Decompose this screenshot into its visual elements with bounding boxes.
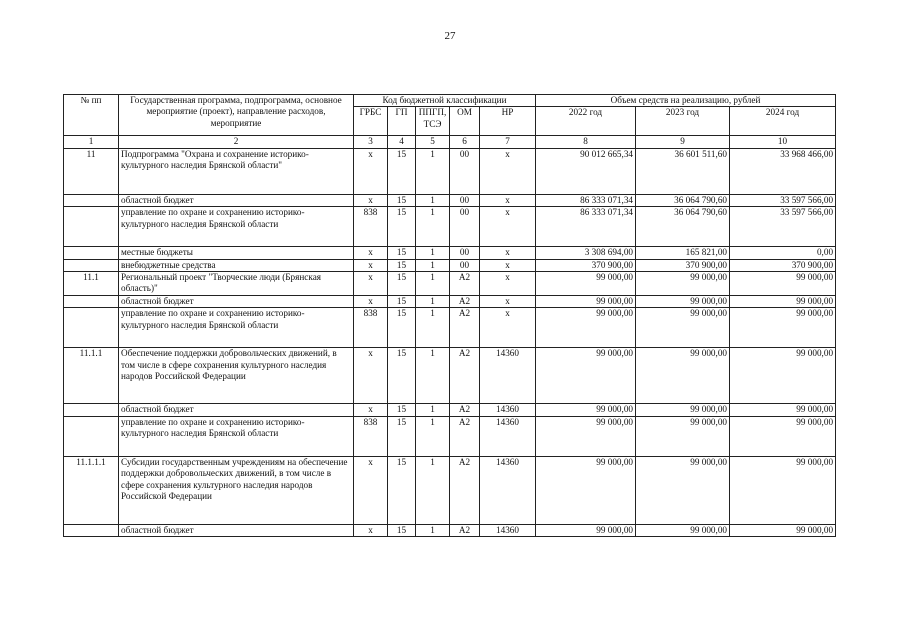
table-row bbox=[64, 348, 836, 404]
row-gp: 15 bbox=[388, 247, 416, 259]
row-amount-2024: 33 968 466,00 bbox=[730, 148, 836, 194]
row-ppgp: 1 bbox=[416, 148, 450, 194]
row-amount-2022: 99 000,00 bbox=[536, 272, 636, 296]
row-ppgp: 1 bbox=[416, 456, 450, 524]
table-row bbox=[64, 416, 836, 456]
row-amount-2022: 86 333 071,34 bbox=[536, 194, 636, 206]
row-amount-2022: 99 000,00 bbox=[536, 456, 636, 524]
row-nr: 14360 bbox=[480, 416, 536, 456]
row-om: А2 bbox=[450, 308, 480, 348]
row-number bbox=[64, 404, 119, 416]
row-gp: 15 bbox=[388, 456, 416, 524]
table-row bbox=[64, 404, 836, 416]
row-name: местные бюджеты bbox=[119, 247, 354, 259]
row-name: Региональный проект "Творческие люди (Брянская область)" bbox=[119, 272, 354, 296]
row-number: 11.1.1 bbox=[64, 348, 119, 404]
row-grbs: х bbox=[354, 194, 388, 206]
row-number bbox=[64, 416, 119, 456]
page-number: 27 bbox=[444, 30, 456, 42]
row-om: А2 bbox=[450, 456, 480, 524]
row-gp: 15 bbox=[388, 308, 416, 348]
row-gp: 15 bbox=[388, 404, 416, 416]
header-col-name: Государственная программа, подпрограмма, основное мероприятие (проект), направление расходов, мероприятие bbox=[119, 95, 354, 136]
row-om: А2 bbox=[450, 416, 480, 456]
column-number: 10 bbox=[730, 136, 836, 148]
header-col-2024: 2024 год bbox=[730, 107, 836, 136]
header-group-code: Код бюджетной классификации bbox=[354, 95, 536, 107]
header-col-ppgp: ППГП, ТСЭ bbox=[416, 107, 450, 136]
row-amount-2024: 99 000,00 bbox=[730, 308, 836, 348]
table-row bbox=[64, 524, 836, 536]
table-row bbox=[64, 194, 836, 206]
row-name: Обеспечение поддержки добровольческих движений, в том числе в сфере сохранения культурного наследия народов Российской Федерации bbox=[119, 348, 354, 404]
row-grbs: х bbox=[354, 148, 388, 194]
row-amount-2022: 370 900,00 bbox=[536, 259, 636, 271]
row-name: областной бюджет bbox=[119, 524, 354, 536]
row-number bbox=[64, 308, 119, 348]
row-amount-2024: 370 900,00 bbox=[730, 259, 836, 271]
row-gp: 15 bbox=[388, 416, 416, 456]
row-nr: х bbox=[480, 194, 536, 206]
row-amount-2024: 99 000,00 bbox=[730, 348, 836, 404]
row-grbs: х bbox=[354, 247, 388, 259]
row-amount-2022: 99 000,00 bbox=[536, 524, 636, 536]
row-amount-2023: 99 000,00 bbox=[636, 524, 730, 536]
row-name: управление по охране и сохранению историко-культурного наследия Брянской области bbox=[119, 308, 354, 348]
row-amount-2024: 0,00 bbox=[730, 247, 836, 259]
budget-table bbox=[63, 94, 836, 537]
row-amount-2023: 99 000,00 bbox=[636, 272, 730, 296]
row-name: управление по охране и сохранению историко-культурного наследия Брянской области bbox=[119, 416, 354, 456]
row-amount-2023: 99 000,00 bbox=[636, 456, 730, 524]
column-number-row bbox=[64, 136, 836, 148]
row-amount-2023: 99 000,00 bbox=[636, 296, 730, 308]
row-amount-2024: 33 597 566,00 bbox=[730, 194, 836, 206]
row-nr: 14360 bbox=[480, 456, 536, 524]
table-row bbox=[64, 272, 836, 296]
row-om: А2 bbox=[450, 296, 480, 308]
row-name: областной бюджет bbox=[119, 194, 354, 206]
table-row bbox=[64, 308, 836, 348]
row-number bbox=[64, 524, 119, 536]
header-col-grbs: ГРБС bbox=[354, 107, 388, 136]
row-ppgp: 1 bbox=[416, 272, 450, 296]
row-amount-2022: 99 000,00 bbox=[536, 404, 636, 416]
row-amount-2024: 99 000,00 bbox=[730, 296, 836, 308]
row-amount-2022: 90 012 665,34 bbox=[536, 148, 636, 194]
row-nr: х bbox=[480, 308, 536, 348]
row-number: 11 bbox=[64, 148, 119, 194]
row-ppgp: 1 bbox=[416, 308, 450, 348]
row-om: А2 bbox=[450, 272, 480, 296]
row-nr: х bbox=[480, 296, 536, 308]
row-gp: 15 bbox=[388, 148, 416, 194]
row-om: А2 bbox=[450, 348, 480, 404]
row-gp: 15 bbox=[388, 296, 416, 308]
row-amount-2023: 165 821,00 bbox=[636, 247, 730, 259]
row-gp: 15 bbox=[388, 524, 416, 536]
row-number bbox=[64, 207, 119, 247]
row-gp: 15 bbox=[388, 259, 416, 271]
row-nr: х bbox=[480, 259, 536, 271]
row-nr: х bbox=[480, 148, 536, 194]
row-amount-2022: 99 000,00 bbox=[536, 416, 636, 456]
row-nr: х bbox=[480, 207, 536, 247]
column-number: 2 bbox=[119, 136, 354, 148]
row-om: 00 bbox=[450, 259, 480, 271]
row-ppgp: 1 bbox=[416, 296, 450, 308]
row-name: областной бюджет bbox=[119, 296, 354, 308]
row-gp: 15 bbox=[388, 272, 416, 296]
row-ppgp: 1 bbox=[416, 259, 450, 271]
row-nr: х bbox=[480, 247, 536, 259]
column-number: 1 bbox=[64, 136, 119, 148]
table-row bbox=[64, 296, 836, 308]
row-gp: 15 bbox=[388, 207, 416, 247]
row-grbs: х bbox=[354, 456, 388, 524]
row-name: управление по охране и сохранению историко-культурного наследия Брянской области bbox=[119, 207, 354, 247]
table-row bbox=[64, 148, 836, 194]
row-amount-2022: 99 000,00 bbox=[536, 348, 636, 404]
table-row bbox=[64, 207, 836, 247]
row-nr: 14360 bbox=[480, 524, 536, 536]
row-amount-2023: 36 064 790,60 bbox=[636, 207, 730, 247]
row-amount-2023: 99 000,00 bbox=[636, 348, 730, 404]
header-col-nr: НР bbox=[480, 107, 536, 136]
row-amount-2024: 99 000,00 bbox=[730, 404, 836, 416]
row-amount-2023: 99 000,00 bbox=[636, 416, 730, 456]
row-ppgp: 1 bbox=[416, 207, 450, 247]
row-om: 00 bbox=[450, 247, 480, 259]
header-col-2023: 2023 год bbox=[636, 107, 730, 136]
column-number: 9 bbox=[636, 136, 730, 148]
column-number: 6 bbox=[450, 136, 480, 148]
row-nr: 14360 bbox=[480, 348, 536, 404]
row-amount-2023: 370 900,00 bbox=[636, 259, 730, 271]
row-amount-2024: 99 000,00 bbox=[730, 456, 836, 524]
row-number bbox=[64, 259, 119, 271]
row-om: 00 bbox=[450, 207, 480, 247]
row-grbs: х bbox=[354, 348, 388, 404]
column-number: 8 bbox=[536, 136, 636, 148]
row-amount-2024: 99 000,00 bbox=[730, 272, 836, 296]
header-col-om: ОМ bbox=[450, 107, 480, 136]
row-amount-2023: 99 000,00 bbox=[636, 404, 730, 416]
row-grbs: х bbox=[354, 296, 388, 308]
row-grbs: х bbox=[354, 259, 388, 271]
header-group-amount: Объем средств на реализацию, рублей bbox=[536, 95, 836, 107]
row-name: Субсидии государственным учреждениям на обеспечение поддержки добровольческих движений, в том числе в сфере сохранения культурного наследия народов Российской Федерации bbox=[119, 456, 354, 524]
row-grbs: 838 bbox=[354, 308, 388, 348]
row-amount-2024: 99 000,00 bbox=[730, 416, 836, 456]
row-number: 11.1 bbox=[64, 272, 119, 296]
row-amount-2022: 99 000,00 bbox=[536, 308, 636, 348]
row-om: 00 bbox=[450, 148, 480, 194]
row-ppgp: 1 bbox=[416, 247, 450, 259]
row-grbs: х bbox=[354, 404, 388, 416]
row-om: А2 bbox=[450, 404, 480, 416]
row-amount-2024: 99 000,00 bbox=[730, 524, 836, 536]
row-ppgp: 1 bbox=[416, 416, 450, 456]
table-row bbox=[64, 247, 836, 259]
row-ppgp: 1 bbox=[416, 404, 450, 416]
row-ppgp: 1 bbox=[416, 194, 450, 206]
row-gp: 15 bbox=[388, 194, 416, 206]
row-nr: 14360 bbox=[480, 404, 536, 416]
table-header bbox=[64, 95, 836, 136]
row-name: областной бюджет bbox=[119, 404, 354, 416]
row-om: 00 bbox=[450, 194, 480, 206]
row-grbs: х bbox=[354, 272, 388, 296]
column-number: 5 bbox=[416, 136, 450, 148]
row-number: 11.1.1.1 bbox=[64, 456, 119, 524]
row-number bbox=[64, 194, 119, 206]
table-body bbox=[64, 136, 836, 537]
row-number bbox=[64, 247, 119, 259]
row-name: внебюджетные средства bbox=[119, 259, 354, 271]
row-name: Подпрограмма "Охрана и сохранение историко-культурного наследия Брянской области" bbox=[119, 148, 354, 194]
row-amount-2023: 36 601 511,60 bbox=[636, 148, 730, 194]
row-grbs: 838 bbox=[354, 207, 388, 247]
row-amount-2022: 99 000,00 bbox=[536, 296, 636, 308]
table-row bbox=[64, 259, 836, 271]
column-number: 7 bbox=[480, 136, 536, 148]
row-ppgp: 1 bbox=[416, 348, 450, 404]
table-row bbox=[64, 456, 836, 524]
column-number: 3 bbox=[354, 136, 388, 148]
row-ppgp: 1 bbox=[416, 524, 450, 536]
row-amount-2023: 99 000,00 bbox=[636, 308, 730, 348]
row-amount-2022: 86 333 071,34 bbox=[536, 207, 636, 247]
row-grbs: 838 bbox=[354, 416, 388, 456]
row-amount-2023: 36 064 790,60 bbox=[636, 194, 730, 206]
row-amount-2022: 3 308 694,00 bbox=[536, 247, 636, 259]
row-gp: 15 bbox=[388, 348, 416, 404]
row-nr: х bbox=[480, 272, 536, 296]
row-number bbox=[64, 296, 119, 308]
column-number: 4 bbox=[388, 136, 416, 148]
header-col-gp: ГП bbox=[388, 107, 416, 136]
row-amount-2024: 33 597 566,00 bbox=[730, 207, 836, 247]
row-om: А2 bbox=[450, 524, 480, 536]
header-col-2022: 2022 год bbox=[536, 107, 636, 136]
row-grbs: х bbox=[354, 524, 388, 536]
header-col-num: № пп bbox=[64, 95, 119, 136]
